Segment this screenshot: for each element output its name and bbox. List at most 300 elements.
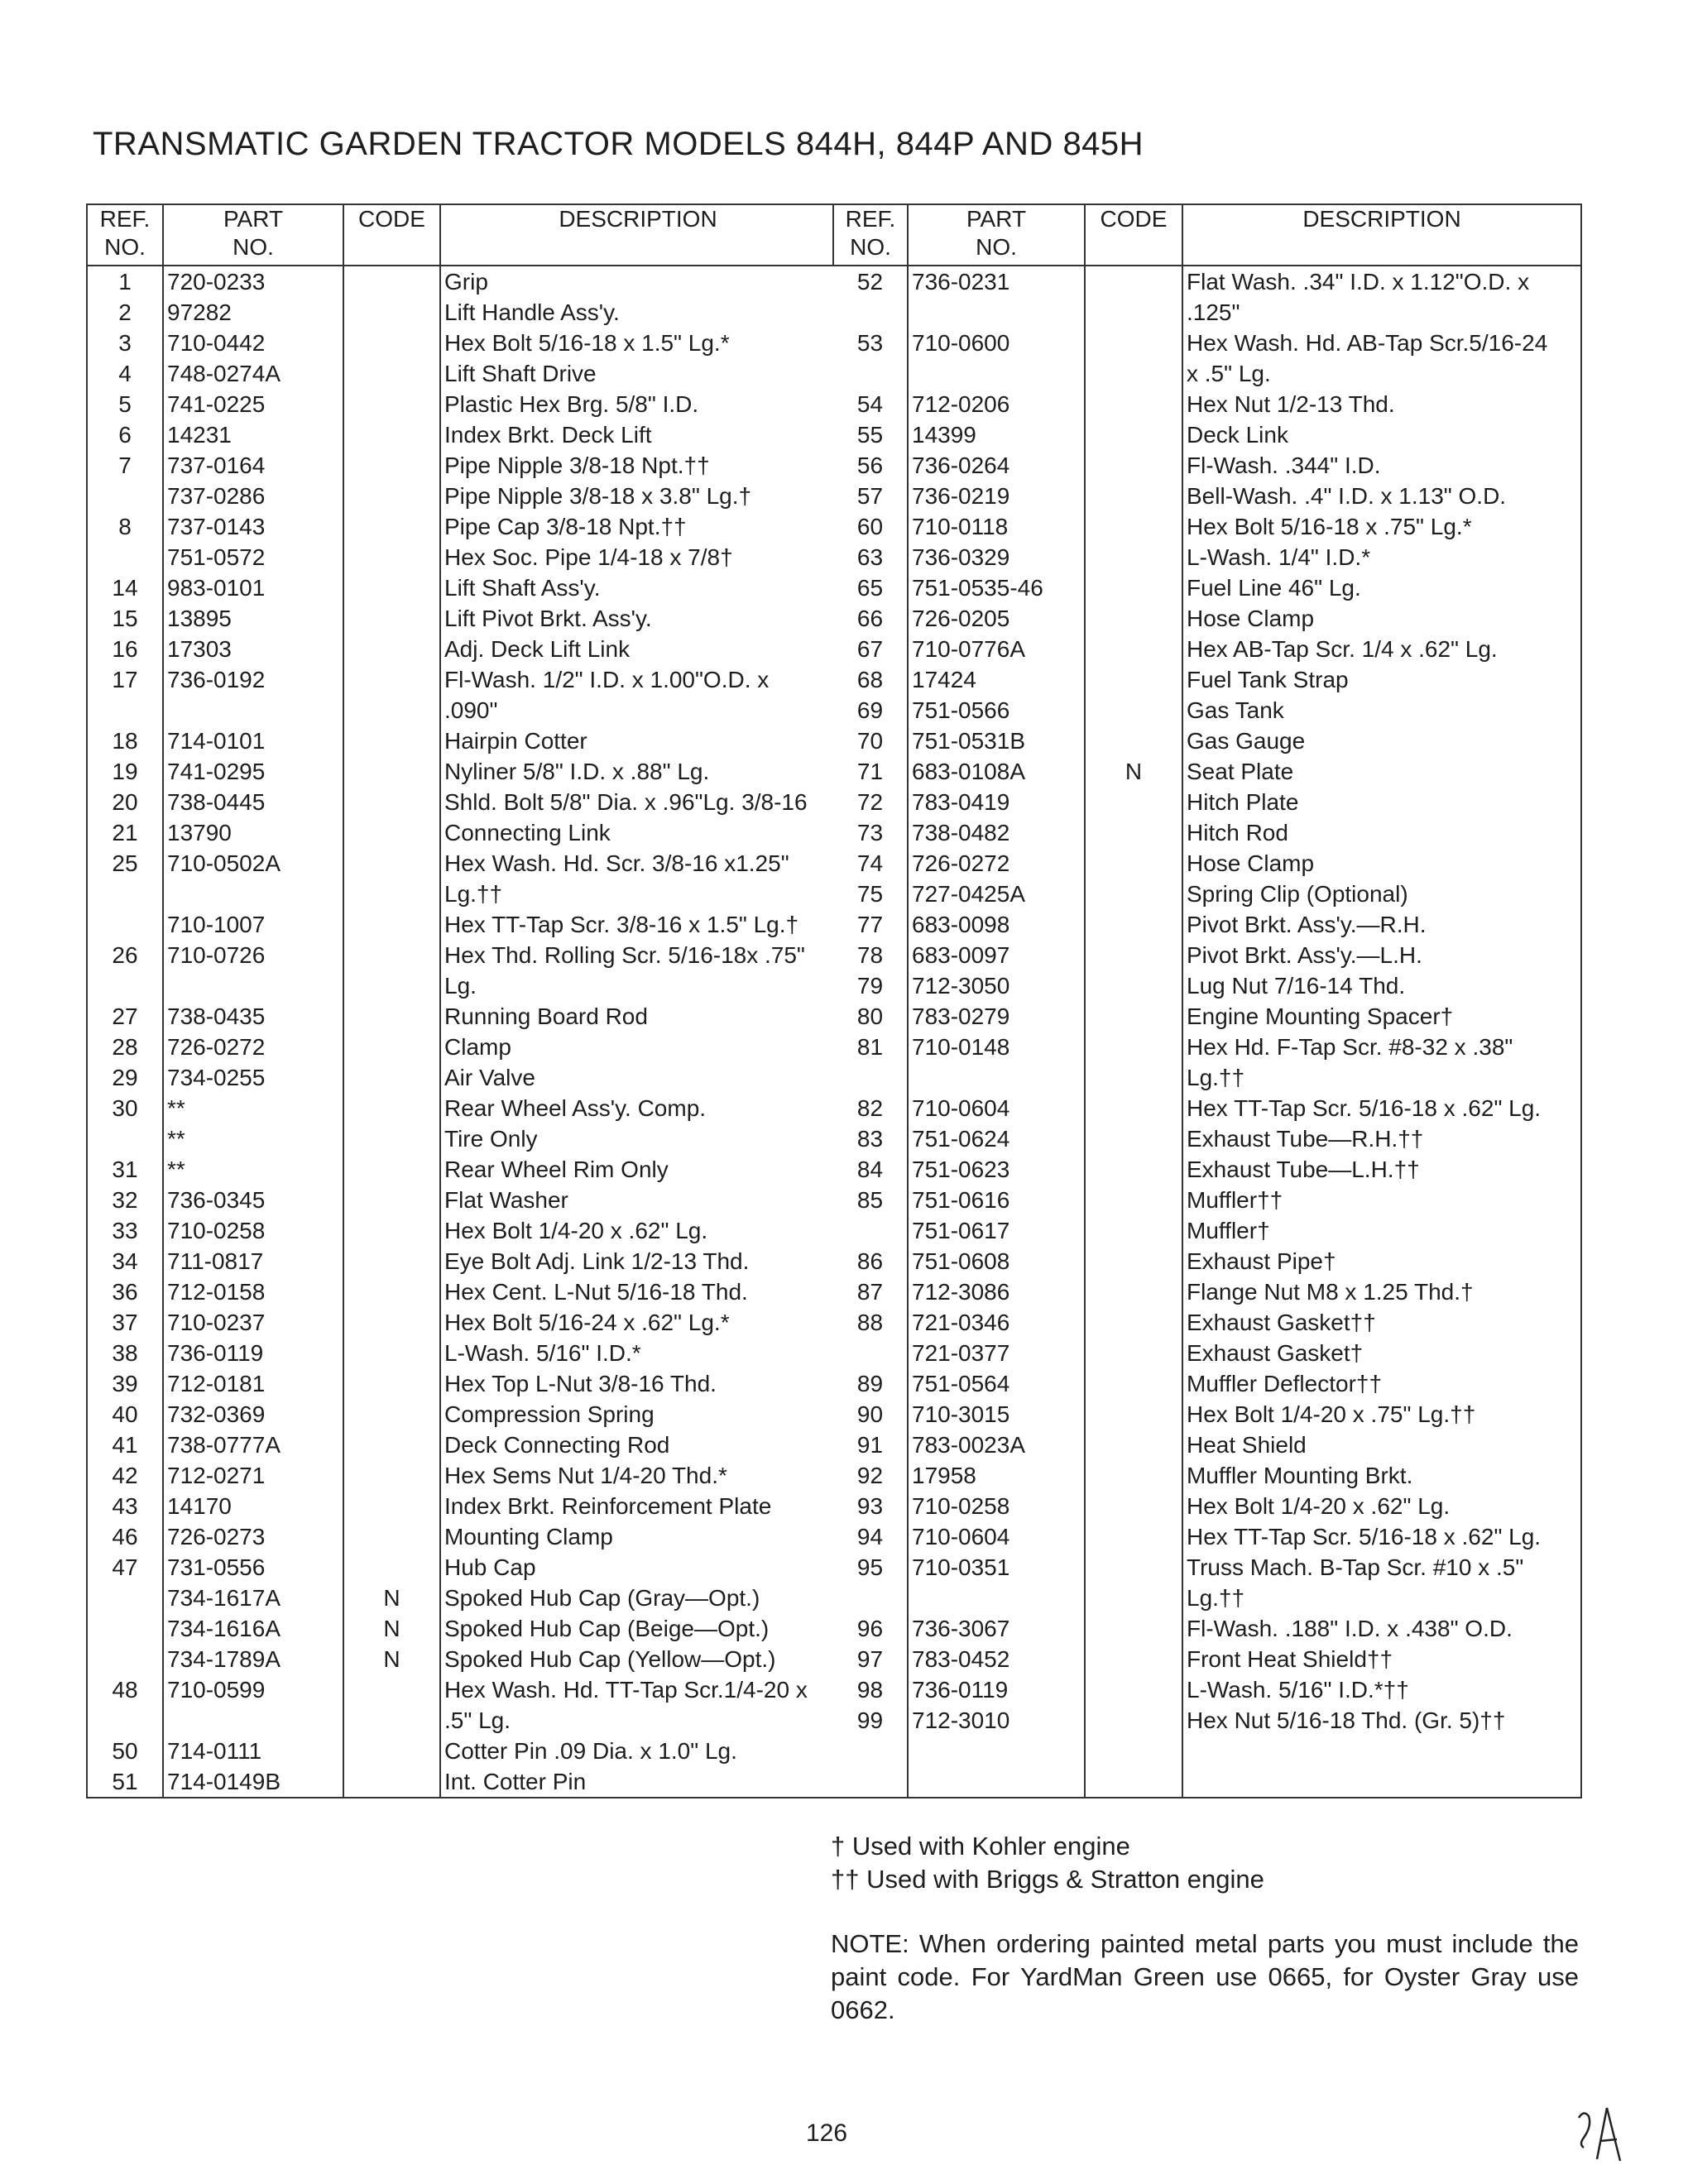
ref-no-cell: 63 (856, 544, 884, 570)
code-cell (1085, 1215, 1182, 1246)
code-cell (343, 1001, 440, 1032)
ref-no-cell: 27 (87, 1001, 163, 1032)
description-cell: Lug Nut 7/16-14 Thd. (1182, 970, 1581, 1001)
code-cell (343, 1032, 440, 1062)
code-cell (343, 1399, 440, 1430)
description-cell: Engine Mounting Spacer† (1182, 1001, 1581, 1032)
code-cell: N (343, 1613, 440, 1644)
description-cell: Mounting Clamp (440, 1521, 835, 1552)
ref-no-cell: 96 (856, 1615, 884, 1641)
code-cell (343, 756, 440, 787)
description-cell: Running Board Rod (440, 1001, 835, 1032)
part-no-cell: 738-0445 (163, 787, 343, 817)
part-no-cell: 737-0164 (163, 450, 343, 481)
code-cell (1085, 1430, 1182, 1460)
code-cell (343, 940, 440, 970)
code-cell (1085, 1399, 1182, 1430)
code-cell (343, 389, 440, 419)
description-cell: Deck Connecting Rod (440, 1430, 835, 1460)
part-no-cell: 710-0148 (908, 1032, 1085, 1062)
part-no-header: PART NO. (163, 204, 343, 266)
table-row (833, 817, 1581, 848)
part-no-cell: 710-0258 (163, 1215, 343, 1246)
description-cell: Hex Soc. Pipe 1/4-18 x 7/8† (440, 542, 835, 572)
description-cell: Tire Only (440, 1123, 835, 1154)
table-row (833, 1062, 1581, 1093)
description-cell: Spoked Hub Cap (Gray—Opt.) (440, 1583, 835, 1613)
ref-no-cell: 41 (87, 1430, 163, 1460)
ref-no-cell: 93 (856, 1492, 884, 1519)
description-cell: Hose Clamp (1182, 603, 1581, 634)
ref-no-cell: 53 (856, 329, 884, 356)
part-no-cell: 712-3010 (908, 1705, 1085, 1736)
part-no-cell (908, 297, 1085, 328)
description-cell: Flange Nut M8 x 1.25 Thd.† (1182, 1276, 1581, 1307)
code-cell (343, 1307, 440, 1338)
ref-no-cell (87, 481, 163, 511)
code-cell (343, 1368, 440, 1399)
table-row (833, 1644, 1581, 1674)
ref-no-cell (87, 1613, 163, 1644)
table-row (87, 1430, 835, 1460)
code-cell (1085, 817, 1182, 848)
ref-no-cell: 67 (856, 635, 884, 662)
table-row (833, 1766, 1581, 1798)
description-cell: Hitch Rod (1182, 817, 1581, 848)
part-no-cell: 736-0119 (163, 1338, 343, 1368)
code-cell (1085, 879, 1182, 909)
part-no-cell: 710-0237 (163, 1307, 343, 1338)
part-no-cell: 712-3050 (908, 970, 1085, 1001)
code-cell (343, 1460, 440, 1491)
table-row (87, 1674, 835, 1705)
table-row (87, 1521, 835, 1552)
page-number: 126 (806, 2119, 848, 2147)
ref-no-cell: 82 (856, 1094, 884, 1121)
table-row (833, 266, 1581, 297)
description-cell: Lg.†† (1182, 1583, 1581, 1613)
table-row (87, 328, 835, 358)
part-no-cell: 14231 (163, 419, 343, 450)
part-no-cell: 710-0351 (908, 1552, 1085, 1583)
description-cell: .5" Lg. (440, 1705, 835, 1736)
description-cell: Plastic Hex Brg. 5/8" I.D. (440, 389, 835, 419)
code-cell (1085, 1093, 1182, 1123)
ref-no-cell: 47 (87, 1552, 163, 1583)
table-row (87, 756, 835, 787)
ref-no-cell: 60 (856, 513, 884, 539)
part-no-cell: 710-0726 (163, 940, 343, 970)
code-cell (1085, 1368, 1182, 1399)
part-no-cell: 738-0777A (163, 1430, 343, 1460)
description-cell: Seat Plate (1182, 756, 1581, 787)
table-row (87, 1307, 835, 1338)
part-no-cell: 714-0149B (163, 1766, 343, 1798)
code-cell (1085, 572, 1182, 603)
description-cell: Int. Cotter Pin (440, 1766, 835, 1798)
code-cell (343, 879, 440, 909)
description-cell: Hitch Plate (1182, 787, 1581, 817)
code-cell (343, 450, 440, 481)
table-row (833, 1613, 1581, 1644)
table-row (833, 1674, 1581, 1705)
part-no-cell: 736-0329 (908, 542, 1085, 572)
table-row (87, 695, 835, 726)
part-no-cell: 751-0624 (908, 1123, 1085, 1154)
table-row (833, 1705, 1581, 1736)
table-row (87, 481, 835, 511)
part-no-cell: 736-0192 (163, 664, 343, 695)
ref-no-cell: 28 (87, 1032, 163, 1062)
ref-no-cell: 42 (87, 1460, 163, 1491)
ref-no-cell: 81 (856, 1033, 884, 1060)
description-cell: Hex Top L-Nut 3/8-16 Thd. (440, 1368, 835, 1399)
code-cell (1085, 1674, 1182, 1705)
description-cell: Shld. Bolt 5/8" Dia. x .96"Lg. 3/8-16 (440, 787, 835, 817)
description-cell: Hex Cent. L-Nut 5/16-18 Thd. (440, 1276, 835, 1307)
description-cell: Hex Nut 5/16-18 Thd. (Gr. 5)†† (1182, 1705, 1581, 1736)
table-row (87, 787, 835, 817)
table-row (833, 1307, 1581, 1338)
table-row (833, 450, 1581, 481)
table-row (833, 848, 1581, 879)
ref-no-cell: 4 (87, 358, 163, 389)
code-header: CODE (1085, 204, 1182, 266)
description-cell: Nyliner 5/8" I.D. x .88" Lg. (440, 756, 835, 787)
code-cell (343, 1062, 440, 1093)
description-cell: Hex Bolt 1/4-20 x .75" Lg.†† (1182, 1399, 1581, 1430)
part-no-cell: 710-0442 (163, 328, 343, 358)
ref-no-cell: 25 (87, 848, 163, 879)
description-cell: Clamp (440, 1032, 835, 1062)
table-row (87, 970, 835, 1001)
ref-no-cell: 46 (87, 1521, 163, 1552)
description-cell: Hex Bolt 1/4-20 x .62" Lg. (440, 1215, 835, 1246)
table-row (833, 358, 1581, 389)
code-cell: N (1085, 756, 1182, 787)
table-row (833, 1185, 1581, 1215)
table-row (833, 1338, 1581, 1368)
description-cell: Spring Clip (Optional) (1182, 879, 1581, 909)
ref-no-header: REF. NO. (833, 204, 908, 266)
code-cell (1085, 542, 1182, 572)
part-no-cell: 738-0435 (163, 1001, 343, 1032)
ref-no-cell: 65 (856, 574, 884, 601)
ref-no-cell: 75 (856, 880, 884, 907)
part-no-cell: 751-0616 (908, 1185, 1085, 1215)
ref-no-cell (833, 297, 908, 328)
code-cell (1085, 1123, 1182, 1154)
ref-no-cell: 92 (856, 1462, 884, 1488)
table-row (87, 389, 835, 419)
table-row (833, 1552, 1581, 1583)
ref-no-cell: 90 (856, 1401, 884, 1427)
code-cell (343, 1093, 440, 1123)
table-header (833, 204, 1581, 266)
ref-no-cell: 39 (87, 1368, 163, 1399)
ref-no-cell: 19 (87, 756, 163, 787)
description-cell: Fuel Tank Strap (1182, 664, 1581, 695)
description-cell: Grip (440, 266, 835, 297)
ref-no-cell: 99 (856, 1707, 884, 1733)
ref-no-cell: 87 (856, 1278, 884, 1305)
ref-no-cell: 32 (87, 1185, 163, 1215)
code-cell (1085, 664, 1182, 695)
description-cell: Hex Bolt 5/16-18 x 1.5" Lg.* (440, 328, 835, 358)
table-row (87, 297, 835, 328)
description-cell: Muffler Deflector†† (1182, 1368, 1581, 1399)
part-no-cell: 712-0158 (163, 1276, 343, 1307)
code-cell (1085, 358, 1182, 389)
part-no-cell (163, 1705, 343, 1736)
description-cell: Hairpin Cotter (440, 726, 835, 756)
part-no-cell: 13790 (163, 817, 343, 848)
part-no-cell: 720-0233 (163, 266, 343, 297)
ref-no-cell (87, 1644, 163, 1674)
description-cell: Compression Spring (440, 1399, 835, 1430)
code-cell (343, 1215, 440, 1246)
ref-no-cell: 71 (856, 758, 884, 784)
table-row (833, 481, 1581, 511)
ref-no-cell: 74 (856, 850, 884, 876)
part-no-cell: 17958 (908, 1460, 1085, 1491)
code-cell (1085, 1276, 1182, 1307)
table-row (87, 1460, 835, 1491)
description-header: DESCRIPTION (1182, 204, 1581, 266)
description-cell: Hex Bolt 5/16-18 x .75" Lg.* (1182, 511, 1581, 542)
part-no-cell: 711-0817 (163, 1246, 343, 1276)
description-cell: Fl-Wash. .188" I.D. x .438" O.D. (1182, 1613, 1581, 1644)
code-cell (1085, 695, 1182, 726)
part-no-cell: 712-3086 (908, 1276, 1085, 1307)
ref-no-cell (833, 1583, 908, 1613)
part-no-cell: 751-0531B (908, 726, 1085, 756)
part-no-cell: 731-0556 (163, 1552, 343, 1583)
code-cell (1085, 1705, 1182, 1736)
code-cell (1085, 970, 1182, 1001)
table-row (87, 1062, 835, 1093)
description-cell: Gas Gauge (1182, 726, 1581, 756)
part-no-cell: 736-0345 (163, 1185, 343, 1215)
table-row (833, 909, 1581, 940)
table-row (833, 1276, 1581, 1307)
description-cell: Rear Wheel Rim Only (440, 1154, 835, 1185)
code-cell (343, 511, 440, 542)
ref-no-cell: 21 (87, 817, 163, 848)
table-row (833, 1368, 1581, 1399)
description-cell: x .5" Lg. (1182, 358, 1581, 389)
part-no-cell: 737-0143 (163, 511, 343, 542)
part-no-cell (163, 879, 343, 909)
table-row (87, 1705, 835, 1736)
table-row (833, 1246, 1581, 1276)
ref-no-cell: 17 (87, 664, 163, 695)
description-cell: Hex TT-Tap Scr. 3/8-16 x 1.5" Lg.† (440, 909, 835, 940)
table-row (87, 1644, 835, 1674)
ref-no-cell: 6 (87, 419, 163, 450)
table-row (833, 756, 1581, 787)
code-cell (343, 1766, 440, 1798)
description-cell: Front Heat Shield†† (1182, 1644, 1581, 1674)
code-cell (1085, 1154, 1182, 1185)
description-cell: Hex Nut 1/2-13 Thd. (1182, 389, 1581, 419)
ref-no-cell (833, 358, 908, 389)
part-no-cell: 712-0181 (163, 1368, 343, 1399)
code-cell (1085, 389, 1182, 419)
description-cell: Adj. Deck Lift Link (440, 634, 835, 664)
description-cell: Hex Bolt 5/16-24 x .62" Lg.* (440, 1307, 835, 1338)
part-no-cell: 751-0623 (908, 1154, 1085, 1185)
ref-no-cell (87, 1583, 163, 1613)
ref-no-cell: 91 (856, 1431, 884, 1458)
description-cell: Spoked Hub Cap (Yellow—Opt.) (440, 1644, 835, 1674)
part-no-cell: 751-0617 (908, 1215, 1085, 1246)
description-cell: Cotter Pin .09 Dia. x 1.0" Lg. (440, 1736, 835, 1766)
code-cell (343, 664, 440, 695)
table-row (833, 1521, 1581, 1552)
description-cell: Lg. (440, 970, 835, 1001)
part-no-cell (908, 1736, 1085, 1766)
description-cell: Hex Wash. Hd. TT-Tap Scr.1/4-20 x (440, 1674, 835, 1705)
description-cell: Muffler†† (1182, 1185, 1581, 1215)
table-row (833, 1583, 1581, 1613)
ref-no-cell: 48 (87, 1674, 163, 1705)
table-row (87, 879, 835, 909)
ref-no-cell: 86 (856, 1248, 884, 1274)
parts-table-left (86, 204, 835, 1798)
ref-no-header: REF. NO. (87, 204, 163, 266)
table-row (833, 726, 1581, 756)
description-cell: .090" (440, 695, 835, 726)
description-cell: Flat Wash. .34" I.D. x 1.12"O.D. x (1182, 266, 1581, 297)
ref-no-cell: 54 (856, 390, 884, 417)
description-cell: L-Wash. 1/4" I.D.* (1182, 542, 1581, 572)
part-no-cell: 737-0286 (163, 481, 343, 511)
part-no-cell: 736-0264 (908, 450, 1085, 481)
ref-no-cell (87, 909, 163, 940)
code-cell (343, 266, 440, 297)
table-row (87, 1123, 835, 1154)
code-cell (343, 328, 440, 358)
ref-no-cell (87, 542, 163, 572)
table-row (87, 450, 835, 481)
part-no-cell: 710-0776A (908, 634, 1085, 664)
ref-no-cell: 29 (87, 1062, 163, 1093)
code-cell (1085, 909, 1182, 940)
code-cell (1085, 1246, 1182, 1276)
footnote-briggs: †† Used with Briggs & Stratton engine (831, 1865, 1264, 1894)
code-cell (343, 358, 440, 389)
part-no-cell: 983-0101 (163, 572, 343, 603)
ref-no-cell: 80 (856, 1003, 884, 1029)
ref-no-cell: 16 (87, 634, 163, 664)
table-row (87, 572, 835, 603)
description-cell: Hex Wash. Hd. AB-Tap Scr.5/16-24 (1182, 328, 1581, 358)
description-cell: Hex Sems Nut 1/4-20 Thd.* (440, 1460, 835, 1491)
code-cell (1085, 1460, 1182, 1491)
description-cell: Lift Shaft Ass'y. (440, 572, 835, 603)
code-cell (343, 1552, 440, 1583)
code-cell (343, 970, 440, 1001)
description-cell: Pipe Nipple 3/8-18 Npt.†† (440, 450, 835, 481)
table-row (833, 1430, 1581, 1460)
table-row (87, 266, 835, 297)
description-cell: Connecting Link (440, 817, 835, 848)
code-cell (343, 787, 440, 817)
table-row (87, 1032, 835, 1062)
part-no-cell: 710-0502A (163, 848, 343, 879)
description-cell: Truss Mach. B-Tap Scr. #10 x .5" (1182, 1552, 1581, 1583)
table-row (833, 1093, 1581, 1123)
part-no-cell: 726-0272 (908, 848, 1085, 879)
description-cell: L-Wash. 5/16" I.D.*†† (1182, 1674, 1581, 1705)
part-no-cell: 13895 (163, 603, 343, 634)
table-row (833, 297, 1581, 328)
code-cell (1085, 787, 1182, 817)
ref-no-cell: 7 (87, 450, 163, 481)
part-no-cell: 738-0482 (908, 817, 1085, 848)
code-cell (1085, 603, 1182, 634)
table-row (833, 940, 1581, 970)
part-no-cell (163, 970, 343, 1001)
code-cell (1085, 1583, 1182, 1613)
ref-no-cell: 97 (856, 1645, 884, 1672)
code-cell (1085, 297, 1182, 328)
description-cell: Index Brkt. Reinforcement Plate (440, 1491, 835, 1521)
ref-no-cell: 70 (856, 727, 884, 754)
part-no-cell: 741-0295 (163, 756, 343, 787)
description-cell: Hose Clamp (1182, 848, 1581, 879)
table-row (833, 1154, 1581, 1185)
part-no-cell: 17424 (908, 664, 1085, 695)
ref-no-cell (87, 1123, 163, 1154)
part-no-cell: ** (163, 1154, 343, 1185)
ref-no-cell: 94 (856, 1523, 884, 1549)
table-row (833, 1460, 1581, 1491)
part-no-cell (908, 1583, 1085, 1613)
code-cell (343, 1736, 440, 1766)
description-cell: Heat Shield (1182, 1430, 1581, 1460)
part-no-cell: ** (163, 1123, 343, 1154)
description-cell: Hub Cap (440, 1552, 835, 1583)
table-row (833, 1399, 1581, 1430)
description-cell: Lift Handle Ass'y. (440, 297, 835, 328)
ref-no-cell: 1 (87, 266, 163, 297)
description-cell: Pipe Cap 3/8-18 Npt.†† (440, 511, 835, 542)
code-cell (343, 419, 440, 450)
ref-no-cell: 8 (87, 511, 163, 542)
code-cell (343, 1430, 440, 1460)
part-no-cell: 751-0535-46 (908, 572, 1085, 603)
table-row (87, 664, 835, 695)
part-no-cell: 14399 (908, 419, 1085, 450)
description-cell: Lg.†† (440, 879, 835, 909)
footnotes (831, 1830, 1579, 2027)
ref-no-cell: 66 (856, 605, 884, 631)
part-no-cell: 734-0255 (163, 1062, 343, 1093)
table-row (87, 1368, 835, 1399)
part-no-cell: ** (163, 1093, 343, 1123)
code-cell (1085, 328, 1182, 358)
code-cell (1085, 1062, 1182, 1093)
code-cell (343, 481, 440, 511)
code-cell (1085, 1307, 1182, 1338)
code-cell (343, 1246, 440, 1276)
description-cell: Hex Bolt 1/4-20 x .62" Lg. (1182, 1491, 1581, 1521)
table-row (87, 1185, 835, 1215)
part-no-cell: 683-0098 (908, 909, 1085, 940)
table-row (833, 970, 1581, 1001)
